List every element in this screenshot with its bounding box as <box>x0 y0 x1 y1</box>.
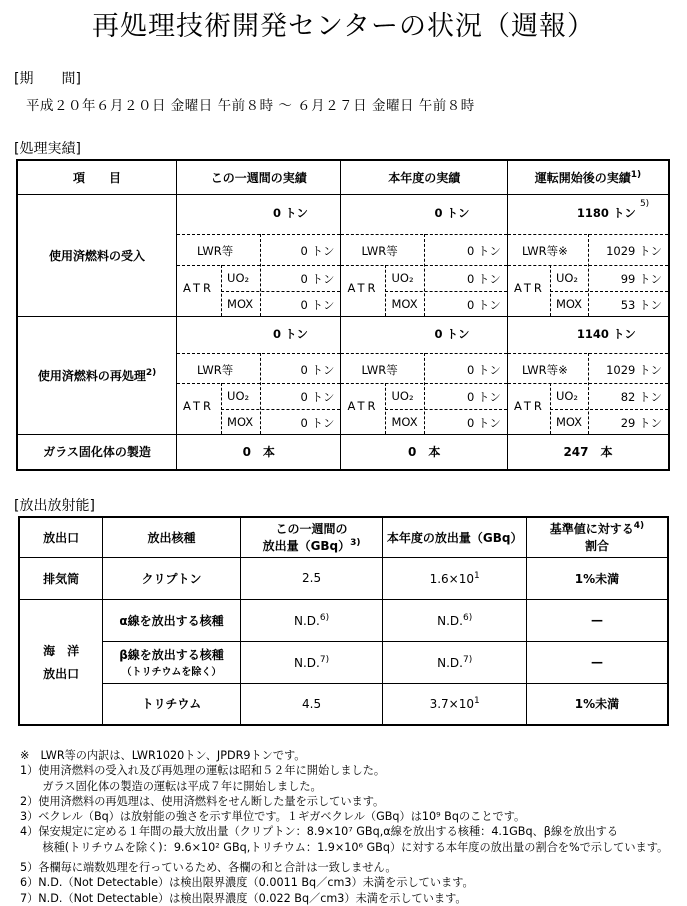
notes <box>20 748 680 906</box>
receipt-total-note: 5) <box>639 198 650 209</box>
processing-table <box>16 159 670 471</box>
emission-header-ratio <box>526 517 668 557</box>
reprocess-week-total: 0 トン <box>273 326 309 341</box>
receipt-total-mox: 53 トン <box>620 297 662 312</box>
period-text: 平成２０年６月２０日 金曜日 午前８時 ～ ６月２７日 金曜日 午前８時 <box>26 98 475 114</box>
receipt-week-total: 0 トン <box>273 205 309 220</box>
emission-header-week <box>240 517 383 557</box>
exhaust-year-cell <box>383 557 527 599</box>
reprocess-total-cell <box>507 316 669 434</box>
reprocess-week-uo2: 0 トン <box>300 389 335 404</box>
tritium-year-exp: 1 <box>474 696 480 707</box>
reprocess-total-atr-label: ATR <box>513 398 545 413</box>
reprocess-year-mox: 0 トン <box>466 415 501 430</box>
note-3: 3）ベクレル（Bq）は放射能の強さを示す単位です。１ギガベクレル（GBq）は10⁹ Bqのことです。 <box>20 810 526 824</box>
emission-header-ratio-l2: 割合 <box>584 539 609 554</box>
reprocess-total-lwr: 1029 トン <box>606 362 662 377</box>
receipt-total-lwr: 1029 トン <box>606 243 662 258</box>
receipt-week-mox-label: MOX <box>227 296 254 311</box>
tritium-year: 3.7×10 <box>429 697 474 712</box>
reprocess-week-cell <box>177 316 341 434</box>
emission-header-year: 本年度の放出量（GBq） <box>383 517 527 557</box>
receipt-year-uo2: 0 トン <box>466 271 501 286</box>
header-week: この一週間の実績 <box>177 160 341 194</box>
reprocess-total-lwr-label: LWR等※ <box>521 362 568 377</box>
receipt-total-cell <box>507 194 669 316</box>
emission-header-ratio-note: 4) <box>633 521 645 532</box>
exhaust-year-exp: 1 <box>474 570 480 581</box>
glass-year: 0 本 <box>341 434 507 470</box>
tritium-ratio: 1%未満 <box>526 683 668 725</box>
exhaust-row <box>19 557 668 599</box>
ocean-row-tritium <box>19 683 668 725</box>
glass-week: 0 本 <box>177 434 341 470</box>
tritium-year-cell <box>383 683 527 725</box>
receipt-total-lwr-label: LWR等※ <box>521 243 568 258</box>
period-heading: [期 間] <box>14 71 81 87</box>
processing-heading: [処理実績] <box>14 141 81 157</box>
note-5: 5）各欄毎に端数処理を行っているため、各欄の和と合計は一致しません。 <box>20 861 397 875</box>
receipt-year-uo2-label: UO₂ <box>391 270 414 285</box>
beta-nuclide-cell <box>103 641 241 683</box>
receipt-total-uo2: 99 トン <box>620 271 662 286</box>
reprocess-week-uo2-label: UO₂ <box>227 388 250 403</box>
ocean-outlet-l1: 海 洋 <box>43 643 80 658</box>
alpha-nuclide: α線を放出する核種 <box>103 599 241 641</box>
alpha-year-cell <box>383 599 527 641</box>
receipt-week-lwr-label: LWR等 <box>197 243 234 258</box>
header-total-label: 運転開始後の実績 <box>534 170 631 185</box>
note-1: 1）使用済燃料の受入れ及び再処理の運転は昭和５２年に開始しました。 <box>20 764 386 778</box>
header-total <box>507 160 669 194</box>
receipt-year-lwr: 0 トン <box>466 243 501 258</box>
receipt-total-atr-label: ATR <box>513 280 545 295</box>
receipt-row <box>17 194 669 316</box>
header-total-note: 1) <box>630 169 642 180</box>
note-4: 4）保安規定に定める１年間の最大放出量（クリプトン：8.9×10⁷ GBq,α線を放出する核種：4.1GBq、β線を放出する <box>20 825 619 839</box>
reprocess-year-total: 0 トン <box>434 326 470 341</box>
reprocess-total-uo2-label: UO₂ <box>555 388 579 403</box>
ocean-row-alpha <box>19 599 668 641</box>
beta-ratio: — <box>526 641 668 683</box>
beta-year-note: 7) <box>462 654 473 665</box>
beta-week: N.D. <box>294 655 320 670</box>
emission-header-week-l1: この一週間の <box>275 522 348 537</box>
receipt-year-cell <box>341 194 507 316</box>
alpha-week-cell <box>240 599 383 641</box>
beta-nuclide-sub: （トリチウムを除く） <box>121 667 222 678</box>
reprocess-year-uo2-label: UO₂ <box>391 388 414 403</box>
receipt-week-cell <box>177 194 341 316</box>
exhaust-nuclide: クリプトン <box>103 557 241 599</box>
emission-header-nuclide: 放出核種 <box>103 517 241 557</box>
ocean-outlet-cell <box>19 599 103 725</box>
reprocess-year-lwr-label: LWR等 <box>361 362 398 377</box>
receipt-week-mox: 0 トン <box>300 297 335 312</box>
reprocess-total-uo2: 82 トン <box>620 389 662 404</box>
glass-total: 247 本 <box>507 434 669 470</box>
receipt-week-atr-label: ATR <box>183 280 215 295</box>
alpha-week: N.D. <box>294 613 320 628</box>
reprocess-total-total: 1140 トン <box>576 326 636 341</box>
emission-header-week-note: 3) <box>350 538 361 549</box>
note-2: 2）使用済燃料の再処理は、使用済燃料をせん断した量を示しています。 <box>20 794 385 808</box>
receipt-year-atr-label: ATR <box>347 280 379 295</box>
reprocess-label-note: 2) <box>145 367 157 378</box>
receipt-week-uo2: 0 トン <box>300 271 335 286</box>
reprocess-label: 使用済燃料の再処理 <box>37 368 146 383</box>
reprocess-week-mox-label: MOX <box>227 414 254 429</box>
note-4-cont: 核種(トリチウムを除く)：9.6×10² GBq,トリチウム：1.9×10⁶ GBq）に対する本年度の放出量の割合を%で示しています。 <box>20 840 669 854</box>
reprocess-total-mox: 29 トン <box>620 415 662 430</box>
beta-year: N.D. <box>437 655 463 670</box>
reprocess-year-cell <box>341 316 507 434</box>
reprocess-year-atr-label: ATR <box>347 398 379 413</box>
reprocess-week-lwr-label: LWR等 <box>197 362 234 377</box>
exhaust-outlet: 排気筒 <box>19 557 103 599</box>
emission-heading: [放出放射能] <box>14 498 95 514</box>
ocean-row-beta <box>19 641 668 683</box>
page-title: 再処理技術開発センターの状況（週報） <box>92 11 595 42</box>
note-1-cont: ガラス固化体の製造の運転は平成７年に開始しました。 <box>20 779 322 793</box>
beta-year-cell <box>383 641 527 683</box>
reprocess-total-mox-label: MOX <box>555 414 583 429</box>
emission-header-ratio-l1: 基準値に対する <box>549 522 634 537</box>
beta-week-cell <box>240 641 383 683</box>
exhaust-week: 2.5 <box>240 557 383 599</box>
emission-header-week-l2: 放出量（GBq） <box>262 539 351 554</box>
reprocess-year-uo2: 0 トン <box>466 389 501 404</box>
reprocess-week-mox: 0 トン <box>300 415 335 430</box>
emission-table <box>18 516 669 726</box>
glass-label: ガラス固化体の製造 <box>17 434 177 470</box>
reprocess-row <box>17 316 669 434</box>
emission-header-outlet: 放出口 <box>19 517 103 557</box>
receipt-year-mox-label: MOX <box>391 296 418 311</box>
reprocess-year-mox-label: MOX <box>391 414 418 429</box>
exhaust-year: 1.6×10 <box>429 571 474 586</box>
header-item: 項 目 <box>17 160 177 194</box>
alpha-year: N.D. <box>437 613 463 628</box>
receipt-total-total: 1180 トン <box>576 205 636 220</box>
receipt-year-lwr-label: LWR等 <box>361 243 398 258</box>
glass-row <box>17 434 669 470</box>
alpha-ratio: — <box>526 599 668 641</box>
alpha-year-note: 6) <box>462 612 473 623</box>
reprocess-year-lwr: 0 トン <box>466 362 501 377</box>
beta-nuclide: β線を放出する核種 <box>119 648 224 662</box>
reprocess-week-lwr: 0 トン <box>300 362 335 377</box>
beta-week-note: 7) <box>319 654 330 665</box>
note-7: 7）N.D.（Not Detectable）は検出限界濃度（0.022 Bq／cm3）未満を示しています。 <box>20 891 467 905</box>
ocean-outlet-l2: 放出口 <box>43 666 80 681</box>
receipt-year-total: 0 トン <box>434 205 470 220</box>
note-asterisk: ※ LWR等の内訳は、LWR1020トン、JPDR9トンです。 <box>20 749 306 762</box>
receipt-week-uo2-label: UO₂ <box>227 270 250 285</box>
exhaust-ratio: 1%未満 <box>526 557 668 599</box>
tritium-nuclide: トリチウム <box>103 683 241 725</box>
header-year: 本年度の実績 <box>341 160 507 194</box>
reprocess-week-atr-label: ATR <box>183 398 215 413</box>
receipt-total-uo2-label: UO₂ <box>555 270 579 285</box>
receipt-label: 使用済燃料の受入 <box>17 194 177 316</box>
alpha-week-note: 6) <box>319 612 330 623</box>
receipt-year-mox: 0 トン <box>466 297 501 312</box>
tritium-week: 4.5 <box>240 683 383 725</box>
note-6: 6）N.D.（Not Detectable）は検出限界濃度（0.0011 Bq／cm3）未満を示しています。 <box>20 876 474 890</box>
receipt-total-mox-label: MOX <box>555 296 583 311</box>
receipt-week-lwr: 0 トン <box>300 243 335 258</box>
reprocess-label-cell <box>17 316 177 434</box>
